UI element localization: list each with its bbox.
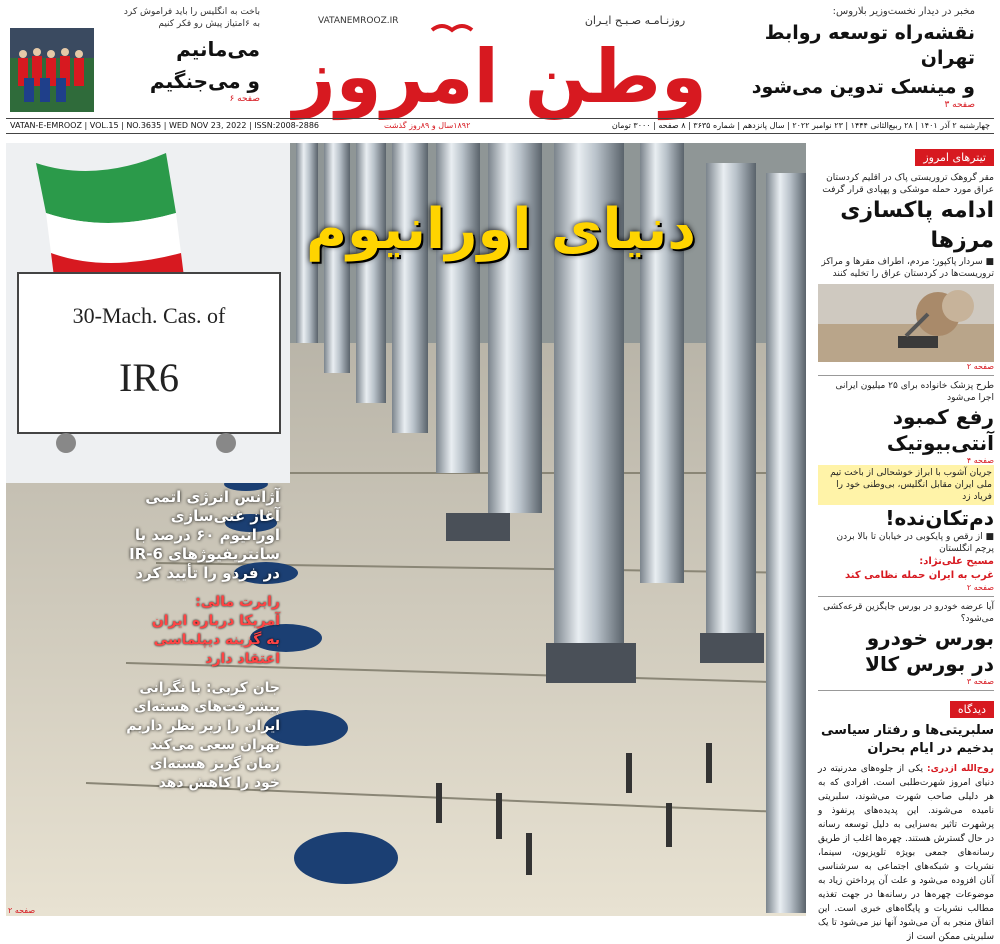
tagline: روزنـامـه صـبـح ایـران <box>584 14 686 27</box>
teaser-page: صفحه ۳ <box>944 100 975 110</box>
sign-line-1: 30-Mach. Cas. of <box>72 303 226 328</box>
left-headline-2: و می‌جنگیم <box>149 69 260 93</box>
lead-1-line: آژانس انرژی اتمی <box>145 488 280 506</box>
lead-kirby-line: خود را کاهش دهد <box>158 775 280 791</box>
story-3-box <box>818 465 994 505</box>
story-2-page: صفحه ۴ <box>966 456 994 465</box>
right-column <box>818 143 995 942</box>
opinion-text: یکی از جلوه‌های مدرنیته در دنیای امروز شهرت‌طلبی است. افرادی که به هر دلیلی صاحب شهرت می‌شوند، سلبریتی نامیده می‌شوند. این پدیده‌های پرنفوذ و پرشهرت تاثیر به‌سزایی به دلیل توسعه رسانه در حال گسترش هستند. چهره‌ها اغلب از طریق رسانه‌های جمعی بویژه تلویزیون، سینما، نشریات و شبکه‌های اجتماعی به سرشناسی آنان افزوده می‌شود و علت آن پرداختن زیاد به موضوعات چهره‌ها در رسانه‌ها در جهت تغذیه مطالب نشریات و پایگاه‌های خبری است. این اتفاق منجر به آن می‌شود آنها نیز می‌شود تا یک سلبریتی ممکن است از <box>818 764 994 942</box>
left-page: صفحه ۶ <box>229 94 260 104</box>
left-teaser-text <box>95 6 260 104</box>
story-4-page: صفحه ۳ <box>966 677 994 686</box>
story-4-kicker: آیا عرضه خودرو در بورس جایگزین قرعه‌کشی می‌شود؟ <box>823 602 994 624</box>
newspaper-logo <box>262 22 738 120</box>
lead-kirby <box>90 679 280 793</box>
story-1-headline-2[interactable]: مرزها <box>930 228 994 253</box>
story-3-headline[interactable]: دم‌تکان‌نده! <box>885 506 994 530</box>
divider <box>818 596 994 597</box>
lead-kirby-line: جان کربی: با نگرانی <box>139 680 280 696</box>
story-3-page: صفحه ۲ <box>966 583 994 592</box>
opinion-headline-2[interactable]: بدخیم در ایام بحران <box>867 741 994 756</box>
lead-1-line: در فردو را تأیید کرد <box>135 564 280 582</box>
left-kicker-2: به ۶امتیاز پیش رو فکر کنیم <box>158 19 260 29</box>
missile-photo <box>818 284 994 362</box>
story-1-headline-1[interactable]: ادامه پاکسازی <box>840 198 994 223</box>
lead-kirby-line: زمان گریز هسته‌ای <box>149 756 280 772</box>
lead-red-line: آمریکا درباره ایران <box>151 613 280 629</box>
section-tag-opinion: دیدگاه <box>950 701 994 718</box>
sign-line-2: IR6 <box>119 355 179 400</box>
left-kicker-1: باخت به انگلیس را باید فراموش کرد <box>123 7 260 17</box>
section-tag-headlines: تیترهای امروز <box>915 149 994 166</box>
divider <box>818 375 994 376</box>
main-headline: دنیای اورانیوم <box>306 197 696 262</box>
lead-text <box>90 488 280 793</box>
lead-1 <box>90 488 280 583</box>
lead-red-line: رابرت مالی: <box>195 594 280 610</box>
story-2-headline-1[interactable]: رفع کمبود <box>892 405 994 429</box>
lead-1-line: اورانیوم ۶۰ درصد با <box>134 526 280 544</box>
lead-1-line: سانتریفیوژهای IR-6 <box>129 545 280 563</box>
teaser-headline-1: نقشه‌راه توسعه روابط تهران <box>764 22 975 69</box>
story-4-headline-2[interactable]: در بورس کالا <box>865 652 994 676</box>
team-photo <box>10 28 94 112</box>
story-1-note: ■ سردار پاکپور: مردم، اطراف مقرها و مراکز تروریست‌ها در کردستان عراق را تخلیه کنند <box>821 257 994 279</box>
story-4-headline-1[interactable]: بورس خودرو <box>866 626 994 650</box>
story-1-page: صفحه ۲ <box>966 362 994 371</box>
left-headline-1: می‌مانیم <box>176 37 260 61</box>
lead-red-line: اعتقاد دارد <box>205 651 280 667</box>
info-center: ۱۸۹۲سال و ۸۹روز گذشت <box>384 121 471 130</box>
story-3-kicker: جریان آشوب با ابراز خوشحالی از باخت تیم ملی ایران مقابل انگلیس، بی‌وطنی خود را فریاد زد <box>830 468 992 502</box>
story-2-kicker: طرح پزشک خانواده برای ۲۵ میلیون ایرانی اجرا می‌شود <box>835 381 994 403</box>
story-1-kicker: مقر گروهک تروریستی پاک در اقلیم کردستان عراق مورد حمله موشکی و پهپادی قرار گرفت <box>822 173 994 195</box>
right-teaser[interactable] <box>745 6 975 110</box>
site-url[interactable]: VATANEMROOZ.IR <box>318 16 399 26</box>
opinion-headline-1[interactable]: سلبریتی‌ها و رفتار سیاسی <box>821 723 994 738</box>
story-3-red-2: غرب به ایران حمله نظامی کند <box>845 570 994 581</box>
lead-kirby-line: ایران را زیر نظر داریم <box>126 718 280 734</box>
info-right: چهارشنبه ۲ آذر ۱۴۰۱ | ۲۸ ربیع‌الثانی ۱۴۴۴ | ۲۳ نوامبر ۲۰۲۲ | سال پانزدهم | شماره ۳۶۳۵ | ۸ صفحه | ۳۰۰۰ تومان <box>611 121 990 130</box>
lead-kirby-line: پیشرفت‌های هسته‌ای <box>133 699 280 715</box>
lead-red-line: به گزینه دیپلماسی <box>153 632 280 648</box>
divider <box>818 690 994 691</box>
opinion-body <box>818 762 995 942</box>
story-2-headline-2[interactable]: آنتی‌بیوتیک <box>886 431 994 455</box>
lead-red <box>90 593 280 669</box>
story-3-note: ■ از رقص و پایکوبی در خیابان تا بالا بردن پرچم انگلستان <box>836 532 994 554</box>
info-bar <box>6 118 994 134</box>
left-teaser[interactable] <box>10 6 260 116</box>
machine-sign <box>6 143 290 483</box>
lead-1-line: آغاز غنی‌سازی <box>170 507 280 525</box>
opinion-author: روح‌الله ازدری: <box>927 764 995 774</box>
teaser-headline-2: و مینسک تدوین می‌شود <box>751 76 975 98</box>
teaser-kicker: مخبر در دیدار نخست‌وزیر بلاروس: <box>832 6 975 17</box>
lead-kirby-line: تهران سعی می‌کند <box>149 737 280 753</box>
logo-text: وطن امروز <box>293 34 707 120</box>
info-left: VATAN-E-EMROOZ | VOL.15 | NO.3635 | WED NOV 23, 2022 | ISSN:2008-2886 <box>10 121 319 130</box>
story-3-red-1: مسیح علی‌نژاد: <box>919 556 994 567</box>
main-page: صفحه ۲ <box>8 906 36 915</box>
